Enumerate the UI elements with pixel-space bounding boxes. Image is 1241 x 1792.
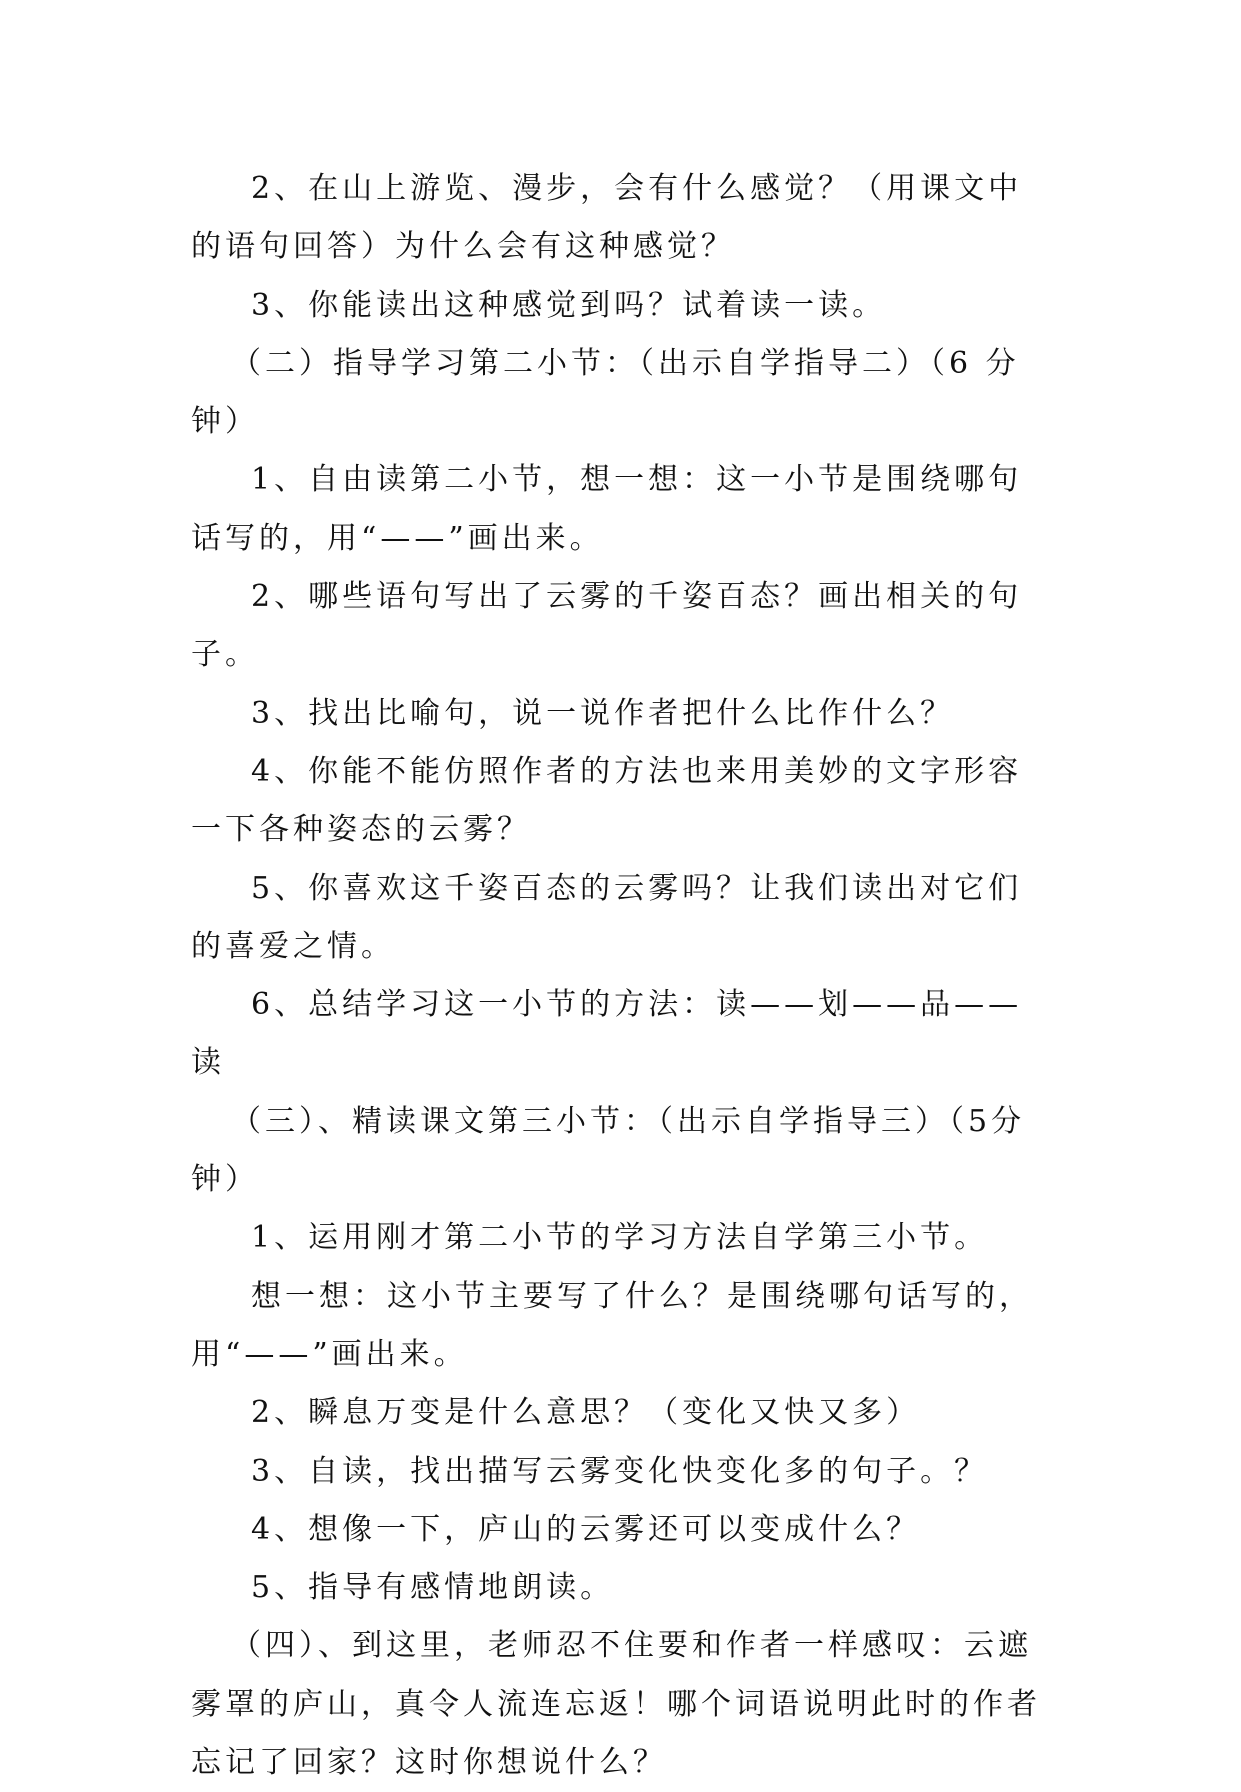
- section-heading-2: （二）指导学习第二小节：（出示自学指导二）（6 分钟）: [191, 345, 1020, 440]
- paragraph-question-2: 2、在山上游览、漫步，会有什么感觉？（用课文中的语句回答）为什么会有这种感觉？: [191, 171, 1023, 265]
- paragraph-section2-item-6: 6、总结学习这一小节的方法：读——划——品——读: [191, 987, 1023, 1081]
- paragraph-section3-item-5: 5、指导有感情地朗读。: [251, 1570, 615, 1606]
- document-body: [191, 160, 1051, 1792]
- paragraph-question-3: 3、你能读出这种感觉到吗？试着读一读。: [251, 287, 887, 323]
- paragraph-section3-think: 想一想：这小节主要写了什么？是围绕哪句话写的，用“——”画出来。: [191, 1278, 1033, 1372]
- paragraph-section3-item-3: 3、自读，找出描写云雾变化快变化多的句子。？: [251, 1453, 989, 1489]
- section-heading-4: （四）、到这里，老师忍不住要和作者一样感叹：云遮雾罩的庐山，真令人流连忘返！哪个词语说明此时的作者忘记了回家？这时你想说什么？: [191, 1628, 1041, 1781]
- section-heading-3: （三）、精读课文第三小节：（出示自学指导三）（5分钟）: [191, 1103, 1026, 1198]
- paragraph-section2-item-5: 5、你喜欢这千姿百态的云雾吗？让我们读出对它们的喜爱之情。: [191, 870, 1023, 964]
- paragraph-section2-item-4: 4、你能不能仿照作者的方法也来用美妙的文字形容一下各种姿态的云雾？: [191, 753, 1023, 848]
- paragraph-section3-item-4: 4、想像一下，庐山的云雾还可以变成什么？: [251, 1511, 921, 1547]
- paragraph-section3-item-1: 1、运用刚才第二小节的学习方法自学第三小节。: [251, 1220, 989, 1256]
- paragraph-section2-item-1: 1、自由读第二小节，想一想：这一小节是围绕哪句话写的，用“——”画出来。: [191, 462, 1023, 556]
- paragraph-section2-item-2: 2、哪些语句写出了云雾的千姿百态？画出相关的句子。: [191, 579, 1023, 673]
- paragraph-section2-item-3: 3、找出比喻句，说一说作者把什么比作什么？: [251, 695, 955, 731]
- paragraph-section3-item-2: 2、瞬息万变是什么意思？（变化又快又多）: [251, 1395, 921, 1431]
